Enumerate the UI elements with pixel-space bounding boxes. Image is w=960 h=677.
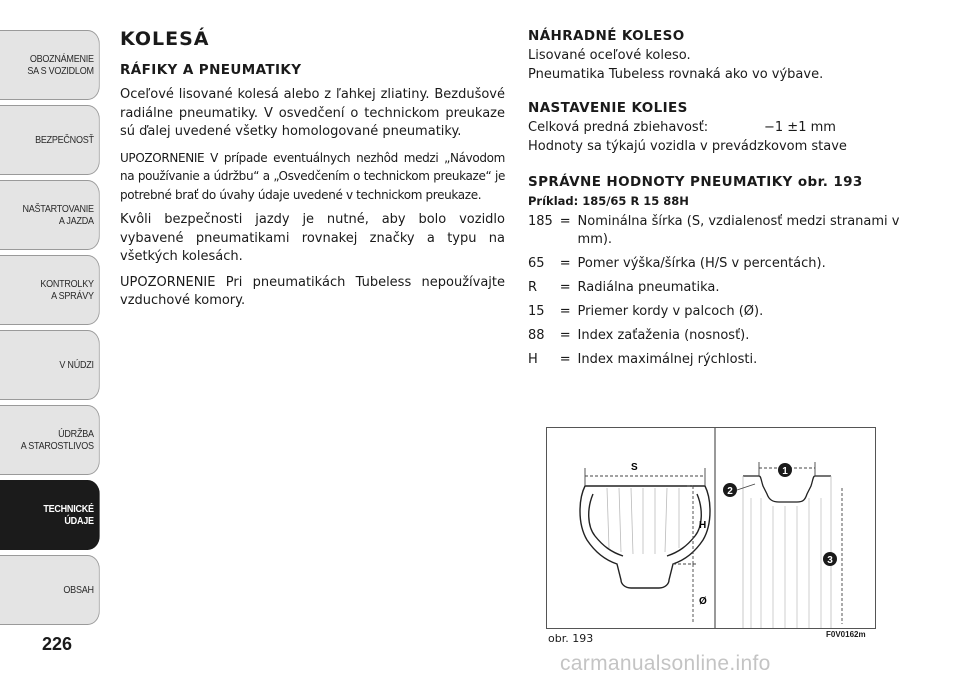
- equals-sign: =: [559, 280, 571, 295]
- subsection-title-rims: RÁFIKY A PNEUMATIKY: [120, 62, 302, 78]
- label-h: H: [699, 520, 707, 531]
- equals-sign: =: [559, 304, 571, 319]
- tyre-code: R: [528, 280, 538, 295]
- spare-wheel-line-2: Pneumatika Tubeless rovnaká ako vo výbave.: [528, 66, 824, 82]
- svg-text:2: 2: [727, 486, 733, 497]
- tab-udrzba[interactable]: ÚDRŽBA A STAROSTLIVOS: [0, 405, 100, 475]
- tyre-code-description: Priemer kordy v palcoch (Ø).: [577, 304, 764, 319]
- left-column: [120, 28, 505, 318]
- label-diameter: Ø: [699, 596, 707, 607]
- tyre-codes-table: [528, 212, 913, 374]
- paragraph-safety: Kvôli bezpečnosti jazdy je nutné, aby bolo vozidlo vybavené pneumatikami rovnakej značky a typu na všetkých kolesách.: [120, 212, 505, 264]
- alignment-title: NASTAVENIE KOLIES: [528, 100, 688, 116]
- tab-obsah[interactable]: OBSAH: [0, 555, 100, 625]
- tyre-code: H: [528, 352, 538, 367]
- tyre-values-title: SPRÁVNE HODNOTY PNEUMATIKY obr. 193: [528, 174, 863, 190]
- tyre-code: 65: [528, 256, 545, 271]
- paragraph-wheels: Oceľové lisované kolesá alebo z ľahkej zliatiny. Bezdušové radiálne pneumatiky. V osvedčení o technickom preukaze sú ďalej uvedené všetky homologované pneumatiky.: [120, 87, 505, 139]
- toe-in-row: [528, 119, 913, 138]
- marker-3: [823, 552, 837, 566]
- width-dimension: [585, 468, 705, 486]
- tyre-code: 88: [528, 328, 545, 343]
- tyre-figure: [546, 427, 876, 629]
- tyre-code: 185: [528, 214, 553, 229]
- section-title: KOLESÁ: [120, 28, 210, 50]
- svg-text:1: 1: [782, 466, 788, 477]
- tyre-code-row: [528, 350, 913, 374]
- rim-profile: [743, 476, 831, 628]
- svg-text:3: 3: [827, 555, 833, 566]
- tab-oboznamenie[interactable]: OBOZNÁMENIE SA S VOZIDLOM: [0, 30, 100, 100]
- tab-v-nudzi[interactable]: V NÚDZI: [0, 330, 100, 400]
- tyre-code-description: Pomer výška/šírka (H/S v percentách).: [577, 256, 826, 271]
- equals-sign: =: [559, 214, 571, 229]
- equals-sign: =: [559, 352, 571, 367]
- tyre-code-row: [528, 212, 913, 254]
- tyre-code: 15: [528, 304, 545, 319]
- tyre-example: Príklad: 185/65 R 15 88H: [528, 194, 689, 208]
- marker-1: [778, 463, 792, 477]
- label-s: S: [631, 462, 638, 473]
- rim-width-dimension: [759, 462, 842, 624]
- toe-in-label: Celková predná zbiehavosť:: [528, 120, 709, 135]
- tyre-code-row: [528, 302, 913, 326]
- watermark: carmanualsonline.info: [560, 652, 771, 675]
- tyre-code-description: Index zaťaženia (nosnosť).: [577, 328, 750, 343]
- tyre-code-row: [528, 326, 913, 350]
- figure-caption: obr. 193: [548, 632, 594, 645]
- equals-sign: =: [559, 328, 571, 343]
- figure-code: F0V0162m: [826, 630, 866, 639]
- tyre-code-description: Nominálna šírka (S, vzdialenosť medzi stranami v mm).: [577, 214, 900, 247]
- tab-technicke-udaje[interactable]: TECHNICKÉ ÚDAJE: [0, 480, 100, 550]
- tyre-code-row: [528, 278, 913, 302]
- spare-wheel-title: NÁHRADNÉ KOLESO: [528, 28, 685, 44]
- tyre-code-row: [528, 254, 913, 278]
- tyre-profile: [580, 486, 710, 588]
- tyre-code-description: Index maximálnej rýchlosti.: [577, 352, 758, 367]
- tyre-cross-section-drawing: [547, 428, 875, 628]
- right-column: [528, 28, 913, 374]
- tab-bezpecnost[interactable]: BEZPEČNOSŤ: [0, 105, 100, 175]
- tab-nastartovanie[interactable]: NAŠTARTOVANIE A JAZDA: [0, 180, 100, 250]
- alignment-note: Hodnoty sa týkajú vozidla v prevádzkovom stave: [528, 138, 847, 154]
- toe-in-value: −1 ±1 mm: [764, 120, 836, 135]
- tyre-code-description: Radiálna pneumatika.: [577, 280, 720, 295]
- marker-2: [723, 483, 755, 497]
- page-number: 226: [42, 634, 73, 654]
- equals-sign: =: [559, 256, 571, 271]
- tab-kontrolky[interactable]: KONTROLKY A SPRÁVY: [0, 255, 100, 325]
- paragraph-notice-tubeless: UPOZORNENIE Pri pneumatikách Tubeless nepoužívajte vzduchové komory.: [120, 274, 505, 308]
- paragraph-notice-documents: UPOZORNENIE V prípade eventuálnych nezhôd medzi „Návodom na používanie a údržbu“ a „Osvedčením o technickom preukaze“ je potrebné brať do úvahy údaje uvedené v technickom preukaze.: [120, 150, 505, 202]
- spare-wheel-line-1: Lisované oceľové koleso.: [528, 48, 691, 63]
